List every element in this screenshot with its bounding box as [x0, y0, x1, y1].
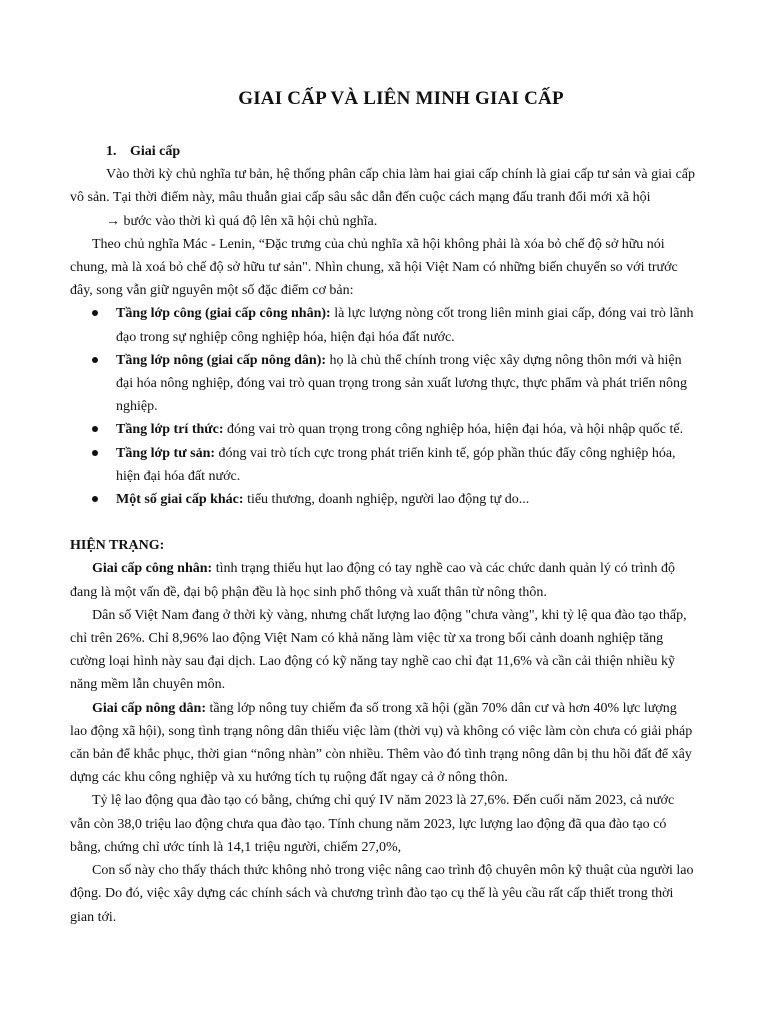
paragraph-worker — [70, 557, 696, 603]
page-title: GIAI CẤP VÀ LIÊN MINH GIAI CẤP — [238, 88, 564, 109]
blank-line — [70, 511, 696, 534]
list-item-label: Tầng lớp công (giai cấp công nhân): — [116, 306, 331, 322]
list-item-text: đóng vai trò quan trọng trong công nghiệp hóa, hiện đại hóa, và hội nhập quốc tế. — [223, 422, 684, 438]
section-heading-text: Giai cấp — [130, 144, 181, 159]
paragraph-labor-quality: Dân số Việt Nam đang ở thời kỳ vàng, nhưng chất lượng lao động "chưa vàng", khi tỷ lệ qua đào tạo thấp, chỉ trên 26%. Chỉ 8,96% lao động Việt Nam có khả năng làm việc từ xa trong bối cảnh doanh nghiệp tăng cường loại hình này sau đại dịch. Lao động có kỹ năng tay nghề cao chỉ đạt 11,6% và cần cải thiện nhiều kỹ năng mềm lẫn chuyên môn. — [70, 607, 687, 693]
list-item-label: Tầng lớp tư sản: — [116, 445, 216, 461]
list-item-text: là lực lượng nòng cốt trong liên minh giai cấp, đóng vai trò lãnh đạo trong sự nghiệp công nghiệp hóa, hiện đại hóa đất nước. — [116, 306, 694, 345]
list-item-label: Tầng lớp trí thức: — [116, 422, 224, 438]
paragraph-marx-lenin: Theo chủ nghĩa Mác - Lenin, “Đặc trưng của chủ nghĩa xã hội không phải là xóa bỏ chế độ sở hữu nói chung, mà là xoá bỏ chế độ sở hữu tư sản". Nhìn chung, xã hội Việt Nam có những biến chuyển so với trước đây, song vẫn giữ nguyên một số đặc điểm cơ bản: — [70, 236, 678, 299]
list-item — [70, 349, 696, 419]
paragraph-training-rate: Tỷ lệ lao động qua đào tạo có bằng, chứng chỉ quý IV năm 2023 là 27,6%. Đến cuối năm 2023, cả nước vẫn còn 38,0 triệu lao động chưa qua đào tạo. Tính chung năm 2023, lực lượng lao động đã qua đào tạo có bằng, chứng chỉ ước tính là 14,1 triệu người, chiếm 27,0%, — [70, 793, 675, 855]
list-item-text: tiểu thương, doanh nghiệp, người lao động tự do... — [243, 492, 530, 508]
bullet-icon — [92, 310, 98, 316]
list-item-label: Tầng lớp nông (giai cấp nông dân): — [116, 352, 327, 368]
paragraph-intro-text: Vào thời kỳ chủ nghĩa tư bản, hệ thống phân cấp chia làm hai giai cấp chính là giai cấp tư sản và giai cấp vô sản. Tại thời điểm này, mâu thuẫn giai cấp sâu sắc dẫn đến cuộc cách mạng đấu tranh đổi mới xã hội — [70, 167, 695, 206]
list-item — [70, 488, 696, 511]
paragraph-worker-text: tình trạng thiếu hụt lao động có tay nghề cao và các chức danh quản lý có trình độ đang là một vấn đề, đại bộ phận đều là học sinh phổ thông và xuất thân từ nông thôn. — [70, 561, 676, 600]
list-item-text: đóng vai trò tích cực trong phát triển kinh tế, góp phần thúc đẩy công nghiệp hóa, hiện đại hóa đất nước. — [116, 445, 676, 484]
list-item — [70, 418, 696, 441]
paragraph-farmer-text: tầng lớp nông tuy chiếm đa số trong xã hội (gần 70% dân cư và hơn 40% lực lượng lao động xã hội), song tình trạng nông dân thiếu việc làm (thời vụ) và không có việc làm còn chưa có giải pháp căn bản để khắc phục, thời gian “nông nhàn” còn nhiều. Thêm vào đó tình trạng nông dân bị thu hồi đất để xây dựng các khu công nghiệp và xu hướng tích tụ ruộng đất ngay cả ở nông thôn. — [70, 700, 693, 786]
paragraph-farmer — [70, 697, 696, 790]
section-number: 1. — [106, 144, 117, 159]
paragraph-intro-end: bước vào thời kì quá độ lên xã hội chủ nghĩa. — [123, 213, 378, 229]
document-body — [70, 140, 696, 929]
list-item-label: Một số giai cấp khác: — [116, 492, 244, 508]
bullet-icon — [92, 496, 98, 502]
bullet-icon — [92, 426, 98, 432]
bullet-icon — [92, 357, 98, 363]
list-item — [70, 442, 696, 488]
class-list — [70, 302, 696, 511]
bullet-icon — [92, 450, 98, 456]
right-arrow-icon: → — [106, 213, 120, 229]
list-item — [70, 302, 696, 348]
paragraph-intro — [70, 163, 696, 233]
section-heading-giai-cap — [70, 140, 696, 163]
list-item-text: họ là chủ thể chính trong việc xây dựng nông thôn mới và hiện đại hóa nông nghiệp, đóng vai trò quan trọng trong sản xuất lương thực, thực phẩm và phát triển nông nghiệp. — [116, 352, 687, 415]
paragraph-conclusion: Con số này cho thấy thách thức không nhỏ trong việc nâng cao trình độ chuyên môn kỹ thuật của người lao động. Do đó, việc xây dựng các chính sách và chương trình đào tạo cụ thể là yêu cầu rất cấp thiết trong thời gian tới. — [70, 863, 694, 925]
paragraph-farmer-label: Giai cấp nông dân: — [92, 700, 206, 716]
paragraph-worker-label: Giai cấp công nhân: — [92, 561, 213, 577]
section-heading-hien-trang: HIỆN TRẠNG: — [70, 538, 165, 554]
